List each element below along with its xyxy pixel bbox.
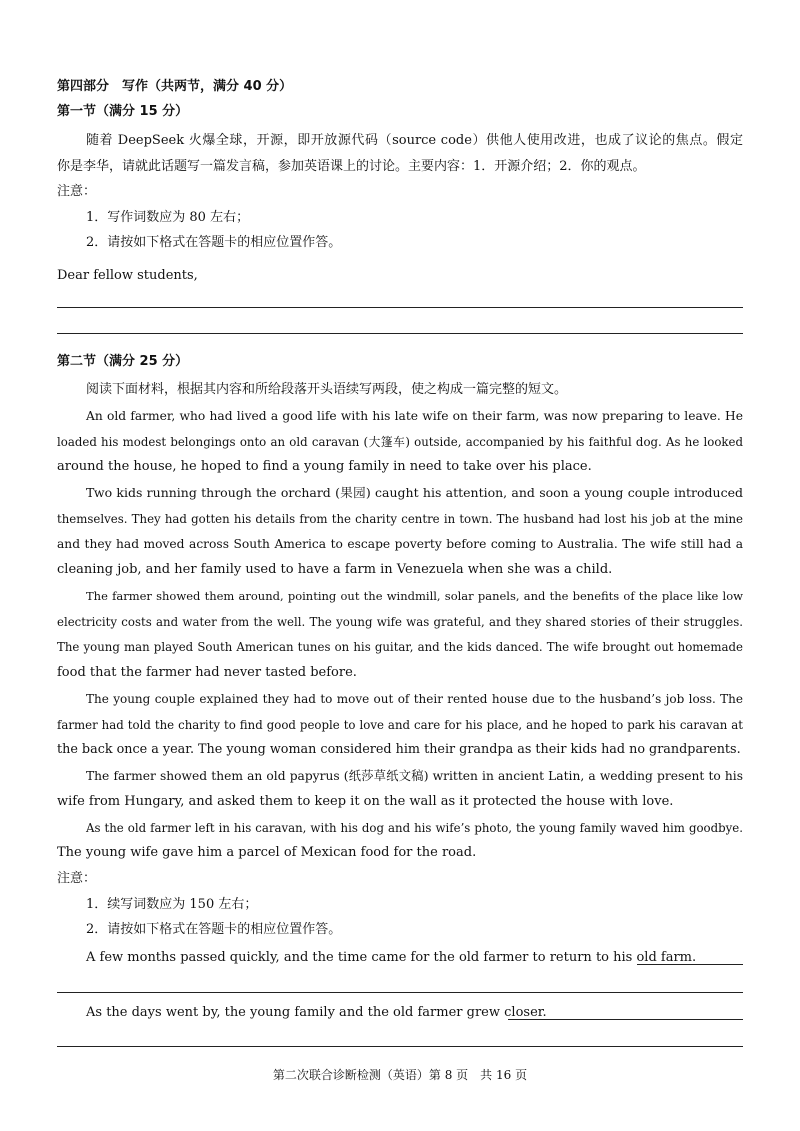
section2-note: 1．续写词数应为 150 左右；	[86, 897, 258, 912]
answer-blank	[508, 1019, 743, 1020]
section1-note: 2．请按如下格式在答题卡的相应位置作答。	[86, 235, 342, 250]
section1-prompt-line: 你是李华，请就此话题写一篇发言稿，参加英语课上的讨论。主要内容：1．开源介绍；2．你的观点。	[57, 159, 646, 174]
story-line: around the house, he hoped to find a young family in need to take over his place.	[57, 459, 592, 474]
story-line: themselves. They had gotten his details from the charity centre in town. The husband had lost his job at the mine	[57, 512, 743, 526]
story-line: As the old farmer left in his caravan, with his dog and his wife’s photo, the young family waved him goodbye.	[86, 821, 743, 835]
story-line: Two kids running through the orchard (果园) caught his attention, and soon a young couple introduced	[86, 485, 743, 500]
story-line: The young wife gave him a parcel of Mexican food for the road.	[57, 845, 477, 860]
salutation: Dear fellow students,	[57, 268, 198, 283]
story-line: The farmer showed them around, pointing out the windmill, solar panels, and the benefits of the place like low	[86, 589, 743, 603]
answer-line	[57, 333, 743, 334]
section1-notes-label: 注意：	[57, 184, 97, 199]
section2-note: 2．请按如下格式在答题卡的相应位置作答。	[86, 922, 342, 937]
part4-title: 第四部分 写作（共两节，满分 40 分）	[57, 79, 293, 94]
page-footer: 第二次联合诊断检测（英语）第 8 页 共 16 页	[272, 1068, 528, 1082]
opening-sentence-1: A few months passed quickly, and the time came for the old farmer to return to his old farm.	[86, 950, 697, 965]
section2-notes-label: 注意：	[57, 871, 97, 886]
story-line: and they had moved across South America to escape poverty before coming to Australia. The wife still had a	[57, 537, 743, 551]
story-line: wife from Hungary, and asked them to keep it on the wall as it protected the house with love.	[57, 794, 674, 809]
answer-line	[57, 307, 743, 308]
story-line: food that the farmer had never tasted before.	[57, 665, 357, 680]
section1-note: 1．写作词数应为 80 左右；	[86, 210, 250, 225]
answer-line	[57, 1046, 743, 1047]
story-line: electricity costs and water from the well. The young wife was grateful, and they shared stories of their struggles.	[57, 615, 743, 629]
story-line: An old farmer, who had lived a good life with his late wife on their farm, was now preparing to leave. He	[86, 409, 743, 423]
section2-title: 第二节（满分 25 分）	[57, 354, 189, 369]
story-line: the back once a year. The young woman considered him their grandpa as their kids had no grandparents.	[57, 742, 741, 757]
story-line: loaded his modest belongings onto an old caravan (大篷车) outside, accompanied by his faithful dog. As he looked	[57, 435, 743, 449]
story-line: The young couple explained they had to move out of their rented house due to the husband’s job loss. The	[86, 692, 743, 706]
story-line: The farmer showed them an old papyrus (纸莎草纸文稿) written in ancient Latin, a wedding present to his	[86, 769, 743, 783]
story-line: farmer had told the charity to find good people to love and care for his place, and he hoped to park his caravan at	[57, 718, 743, 732]
section1-prompt-line: 随着 DeepSeek 火爆全球，开源，即开放源代码（source code）供他人使用改进，也成了议论的焦点。假定	[86, 133, 743, 148]
story-line: The young man played South American tunes on his guitar, and the kids danced. The wife brought out homemade	[57, 640, 743, 654]
section2-instruction: 阅读下面材料，根据其内容和所给段落开头语续写两段，使之构成一篇完整的短文。	[86, 382, 568, 397]
opening-sentence-2: As the days went by, the young family and the old farmer grew closer.	[86, 1005, 547, 1020]
answer-line	[57, 992, 743, 993]
answer-blank	[637, 964, 743, 965]
story-line: cleaning job, and her family used to have a farm in Venezuela when she was a child.	[57, 562, 613, 577]
section1-title: 第一节（满分 15 分）	[57, 104, 189, 119]
